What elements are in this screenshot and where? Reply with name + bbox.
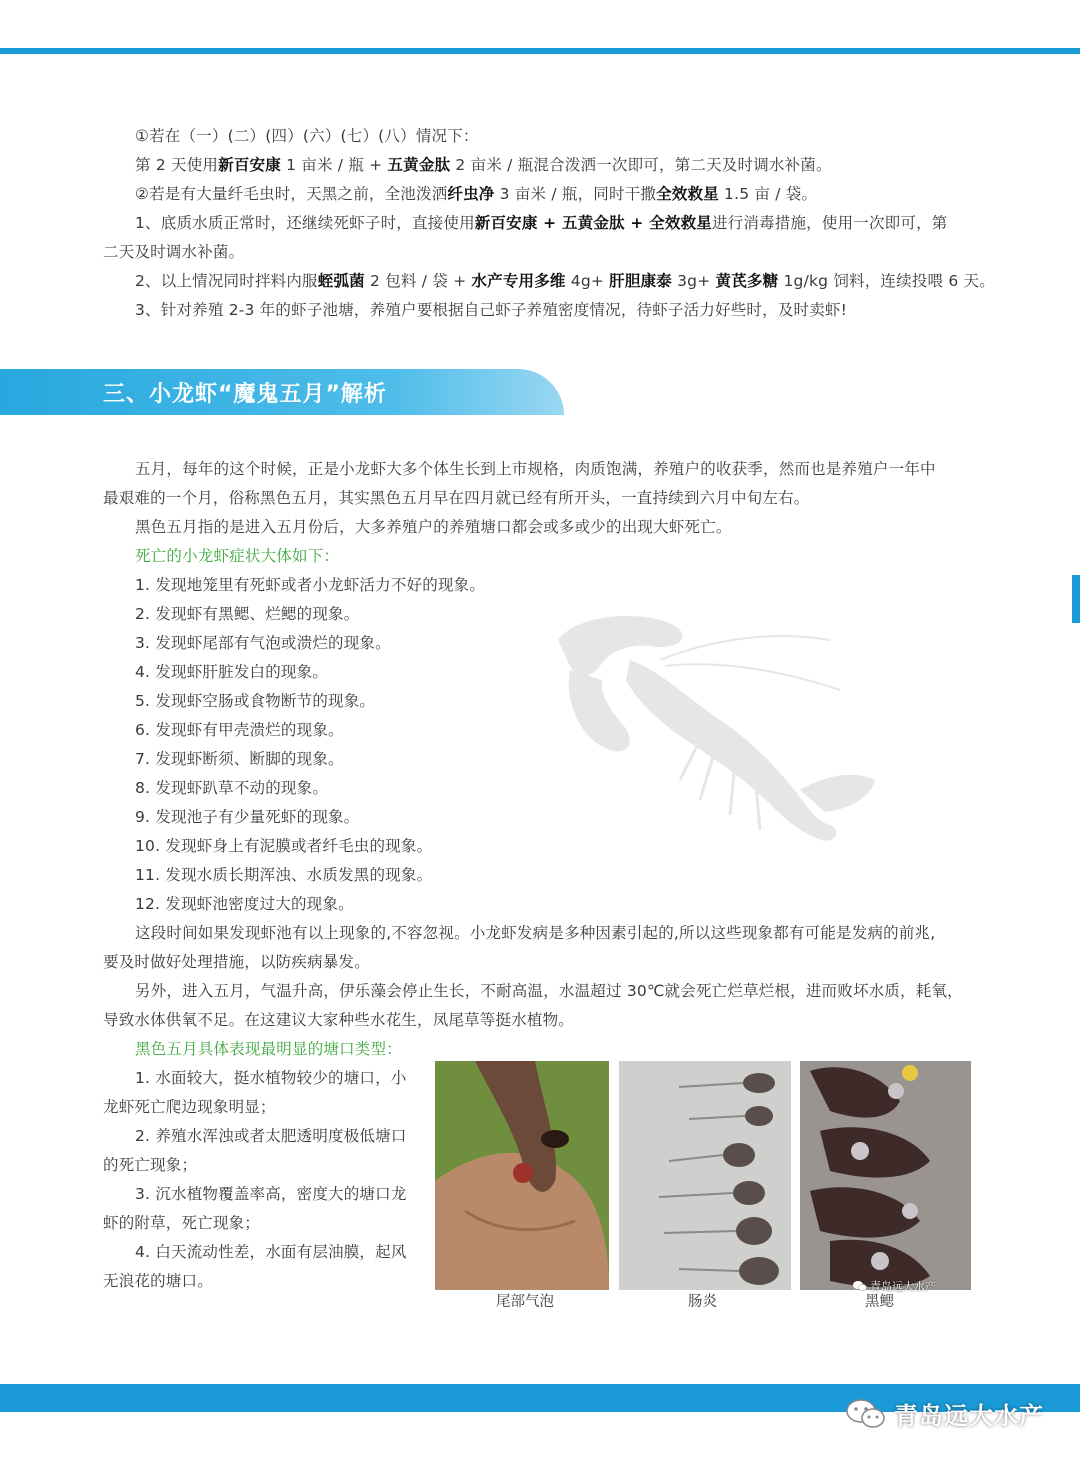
intro-item-2: 2、以上情况同时拌料内服蛭弧菌 2 包料 / 袋 + 水产专用多维 4g+ 肝胆康泰 3g+ 黄芪多糖 1g/kg 饲料，连续投喂 6 天。 bbox=[135, 272, 995, 290]
symptoms-heading: 死亡的小龙虾症状大体如下： bbox=[135, 547, 340, 565]
intro-line-3: ②若是有大量纤毛虫时，天黑之前，全池泼洒纤虫净 3 亩米 / 瓶，同时干撒全效救星 1.5 亩 / 袋。 bbox=[135, 185, 818, 203]
footer-brand-name: 青岛远大水产 bbox=[894, 1402, 1044, 1430]
list-item: 5. 发现虾空肠或食物断节的现象。 bbox=[135, 692, 376, 710]
list-item: 10. 发现虾身上有泥膜或者纤毛虫的现象。 bbox=[135, 837, 433, 855]
list-item: 3. 发现虾尾部有气泡或溃烂的现象。 bbox=[135, 634, 391, 652]
section-banner bbox=[0, 369, 564, 415]
body-para-4a: 另外，进入五月，气温升高，伊乐藻会停止生长，不耐高温，水温超过 30℃就会死亡烂草烂根，进而败坏水质，耗氧， bbox=[135, 982, 963, 1000]
body-para-2: 黑色五月指的是进入五月份后，大多养殖户的养殖塘口都会或多或少的出现大虾死亡。 bbox=[135, 518, 732, 536]
section-title: 三、小龙虾“魔鬼五月”解析 bbox=[103, 382, 387, 407]
list-item-cont: 虾的附草，死亡现象； bbox=[103, 1214, 261, 1232]
body-para-1a: 五月，每年的这个时候，正是小龙虾大多个体生长到上市规格，肉质饱满，养殖户的收获季，然而也是养殖户一年中 bbox=[135, 460, 936, 478]
caption-tail-bubble: 尾部气泡 bbox=[496, 1294, 554, 1310]
intro-item-1-cont: 二天及时调水补菌。 bbox=[103, 243, 245, 261]
intro-line-1: ①若在（一）(二）(四）(六）(七）(八）情况下： bbox=[135, 127, 479, 145]
body-para-3a: 这段时间如果发现虾池有以上现象的,不容忽视。小龙虾发病是多种因素引起的,所以这些现象都有可能是发病的前兆, bbox=[135, 924, 936, 942]
photo-enteritis bbox=[619, 1061, 791, 1290]
footer-brand bbox=[846, 1396, 1044, 1431]
caption-enteritis: 肠炎 bbox=[688, 1294, 717, 1310]
body-para-4b: 导致水体供氧不足。在这建议大家种些水花生，凤尾草等挺水植物。 bbox=[103, 1011, 575, 1029]
list-item: 9. 发现池子有少量死虾的现象。 bbox=[135, 808, 360, 826]
ponds-heading: 黑色五月具体表现最明显的塘口类型： bbox=[135, 1040, 402, 1058]
list-item-cont: 无浪花的塘口。 bbox=[103, 1272, 213, 1290]
body-para-3b: 要及时做好处理措施，以防疾病暴发。 bbox=[103, 953, 370, 971]
photo-watermark: 青岛远大水产 bbox=[853, 1278, 936, 1294]
photo-black-gill bbox=[800, 1061, 971, 1290]
list-item: 2. 养殖水浑浊或者太肥透明度极低塘口 bbox=[135, 1127, 407, 1145]
list-item: 12. 发现虾池密度过大的现象。 bbox=[135, 895, 354, 913]
list-item: 3. 沉水植物覆盖率高，密度大的塘口龙 bbox=[135, 1185, 407, 1203]
list-item: 4. 白天流动性差，水面有层油膜，起风 bbox=[135, 1243, 407, 1261]
list-item: 4. 发现虾肝脏发白的现象。 bbox=[135, 663, 329, 681]
intro-item-3: 3、针对养殖 2-3 年的虾子池塘，养殖户要根据自己虾子养殖密度情况，待虾子活力好些时，及时卖虾! bbox=[135, 301, 848, 319]
list-item: 6. 发现虾有甲壳溃烂的现象。 bbox=[135, 721, 344, 739]
caption-black-gill: 黑鳃 bbox=[865, 1294, 894, 1310]
wechat-icon bbox=[846, 1398, 886, 1430]
list-item: 11. 发现水质长期浑浊、水质发黑的现象。 bbox=[135, 866, 433, 884]
side-tab bbox=[1072, 575, 1080, 623]
body-para-1b: 最艰难的一个月，俗称黑色五月，其实黑色五月早在四月就已经有所开头，一直持续到六月中旬左右。 bbox=[103, 489, 810, 507]
photo-tail-bubble bbox=[435, 1061, 609, 1290]
list-item: 2. 发现虾有黑鳃、烂鳃的现象。 bbox=[135, 605, 360, 623]
list-item: 1. 发现地笼里有死虾或者小龙虾活力不好的现象。 bbox=[135, 576, 486, 594]
list-item: 8. 发现虾趴草不动的现象。 bbox=[135, 779, 329, 797]
intro-item-1: 1、底质水质正常时，还继续死虾子时，直接使用新百安康 + 五黄金肽 + 全效救星进行消毒措施，使用一次即可，第 bbox=[135, 214, 948, 232]
top-rule bbox=[0, 48, 1080, 54]
list-item: 7. 发现虾断须、断脚的现象。 bbox=[135, 750, 344, 768]
intro-line-2: 第 2 天使用新百安康 1 亩米 / 瓶 + 五黄金肽 2 亩米 / 瓶混合泼洒一次即可，第二天及时调水补菌。 bbox=[135, 156, 832, 174]
list-item-cont: 的死亡现象； bbox=[103, 1156, 198, 1174]
list-item-cont: 龙虾死亡爬边现象明显； bbox=[103, 1098, 276, 1116]
list-item: 1. 水面较大，挺水植物较少的塘口，小 bbox=[135, 1069, 407, 1087]
